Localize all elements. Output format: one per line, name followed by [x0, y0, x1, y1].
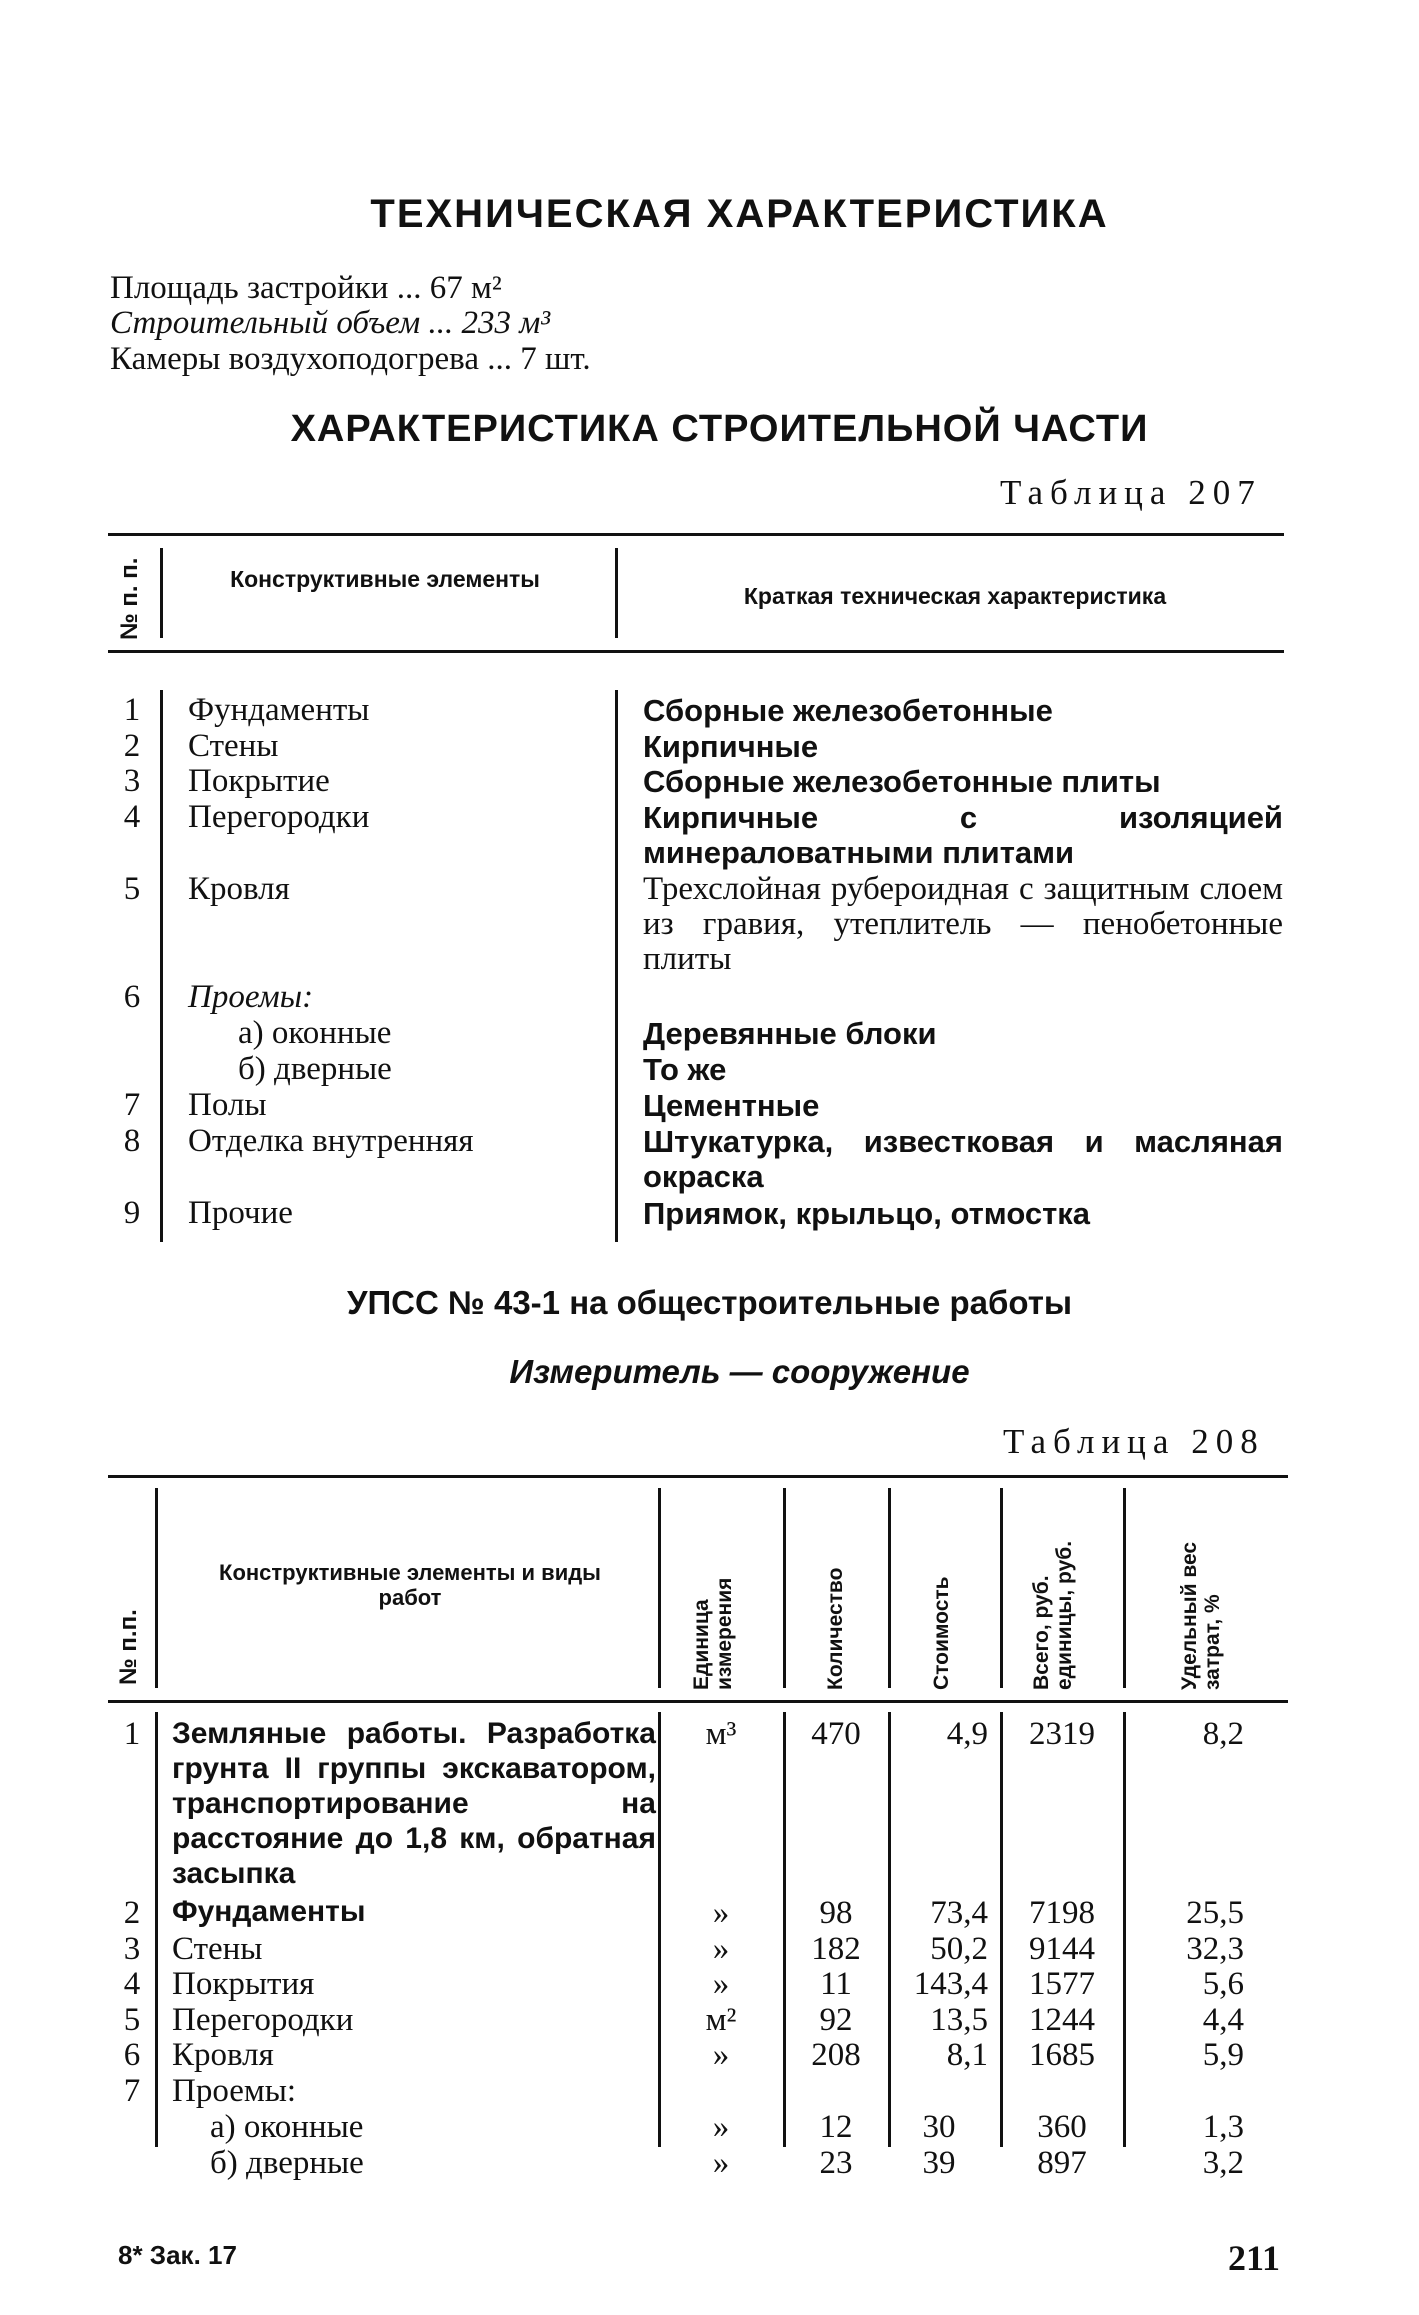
table208-header-total-line: Всего, руб.: [1030, 1575, 1053, 1690]
table208-row-unit: м³: [705, 1716, 737, 1752]
table207-row-desc: Штукатурка, известковая и масляная окраска: [643, 1124, 1283, 1194]
table208-row-cost: 30: [922, 2109, 956, 2145]
table208-row-name: Проемы:: [172, 2073, 297, 2109]
table208-row-name: Земляные работы. Разработка грунта II группы экскаватором, транспортирование на расстояние до 1,8 км, обратная засыпка: [172, 1717, 656, 1890]
tech-title: ТЕХНИЧЕСКАЯ ХАРАКТЕРИСТИКА: [370, 192, 1109, 236]
table208-row-qty: 208: [811, 2037, 861, 2073]
table208-header-elements: Конструктивные элементы и виды работ: [219, 1560, 601, 1610]
table208-row-share: 5,9: [1202, 2037, 1244, 2073]
table207-row-element: Кровля: [188, 871, 290, 907]
table208-row-unit: »: [712, 2037, 730, 2073]
table207-header-rule: [108, 650, 1284, 653]
table208-row-unit: »: [712, 1931, 730, 1967]
table208-header-share-line: Удельный вес: [1178, 1541, 1201, 1690]
table208-row-no: 7: [123, 2073, 141, 2109]
page-number: 211: [1228, 2238, 1281, 2278]
table208-row-total: 1577: [1029, 1966, 1095, 2002]
spec-area: Площадь застройки ... 67 м²: [110, 270, 502, 306]
table208-col-divider: [155, 1488, 158, 1688]
table208-row-total: 7198: [1029, 1895, 1095, 1931]
table207-row-no: 1: [123, 692, 141, 728]
table208-row-cost: 73,4: [930, 1895, 988, 1931]
table208-row-no: 4: [123, 1966, 141, 2002]
table208-row-no: 1: [123, 1716, 141, 1752]
table207-col-divider: [615, 548, 618, 638]
table208-row-share: 8,2: [1202, 1716, 1244, 1752]
table207-col-divider: [160, 690, 163, 1242]
table208-row-cost: 50,2: [930, 1931, 988, 1967]
table207-row-element: Отделка внутренняя: [188, 1123, 474, 1159]
table207-row-element: Проемы:: [188, 979, 314, 1015]
table207-col-divider: [160, 548, 163, 638]
table208-row-unit: »: [712, 1966, 730, 2002]
table208-col-divider: [1000, 1488, 1003, 1688]
table207-row-desc: То же: [643, 1052, 727, 1087]
table208-header-unit-line: Единица: [690, 1599, 713, 1690]
table208-row-share: 4,4: [1202, 2002, 1244, 2038]
table208-col-divider: [658, 1488, 661, 1688]
table207-row-element: Полы: [188, 1087, 267, 1123]
table208-row-share: 32,3: [1186, 1931, 1244, 1967]
table207-row-element: Фундаменты: [188, 692, 370, 728]
table208-row-name: а) оконные: [210, 2109, 364, 2145]
meter-label: Измеритель — сооружение: [509, 1353, 970, 1390]
table207-row-element: Прочие: [188, 1195, 293, 1231]
table208-row-no: 2: [123, 1895, 141, 1931]
table207-row-no: 7: [123, 1087, 141, 1123]
table208-label: Таблица 208: [1003, 1422, 1265, 1461]
section-title: ХАРАКТЕРИСТИКА СТРОИТЕЛЬНОЙ ЧАСТИ: [290, 408, 1149, 450]
table208-row-name: Кровля: [172, 2037, 274, 2073]
table208-header-total: [1030, 1541, 1076, 1690]
table207-row-no: 6: [123, 979, 141, 1015]
table207-row-element: Перегородки: [188, 799, 370, 835]
table208-row-no: 6: [123, 2037, 141, 2073]
table208-row-qty: 98: [819, 1895, 853, 1931]
table207-row-no: 4: [123, 799, 141, 835]
table208-row-total: 897: [1037, 2145, 1087, 2181]
table207-row-no: 5: [123, 871, 141, 907]
table208-row-unit: м²: [705, 2002, 737, 2038]
table207-row-element: Покрытие: [188, 763, 330, 799]
table208-row-qty: 182: [811, 1931, 861, 1967]
table207-row-desc: Приямок, крыльцо, отмостка: [643, 1196, 1091, 1231]
table208-row-qty: 23: [819, 2145, 853, 2181]
table208-row-no: 3: [123, 1931, 141, 1967]
table208-col-divider: [155, 1712, 158, 2147]
table208-header-no: № п.п.: [115, 1609, 142, 1685]
table207-row-no: 3: [123, 763, 141, 799]
table208-header-share-line: затрат, %: [1201, 1594, 1224, 1690]
table208-row-cost: 39: [922, 2145, 956, 2181]
table208-header-share: [1178, 1542, 1224, 1690]
table208-row-share: 5,6: [1202, 1966, 1244, 2002]
table207-top-rule: [108, 533, 1284, 536]
table208-col-divider: [1123, 1488, 1126, 1688]
table207-header-description: Краткая техническая характеристика: [743, 583, 1167, 609]
table208-row-total: 9144: [1029, 1931, 1095, 1967]
table207-row-desc: Сборные железобетонные: [643, 693, 1053, 728]
table207-row-element: Стены: [188, 728, 279, 764]
table208-header-unit: [690, 1578, 736, 1690]
table208-row-qty: 470: [811, 1716, 861, 1752]
table208-header-qty: Количество: [824, 1567, 847, 1690]
table207-row-no: 2: [123, 728, 141, 764]
table208-row-cost: 8,1: [946, 2037, 988, 2073]
table208-row-qty: 12: [819, 2109, 853, 2145]
table208-row-name: Стены: [172, 1931, 263, 1967]
upss-title: УПСС № 43-1 на общестроительные работы: [346, 1284, 1073, 1321]
table207-header-elements: Конструктивные элементы: [230, 566, 540, 592]
table207-row-desc: Кирпичные с изоляцией минераловатными плитами: [643, 800, 1283, 870]
spec-volume: Строительный объем ... 233 м³: [110, 305, 551, 341]
table207-row-desc: Трехслойная рубероидная с защитным слоем из гравия, утеплитель — пенобетонные плиты: [643, 871, 1283, 977]
table208-row-total: 1244: [1029, 2002, 1095, 2038]
table208-row-share: 3,2: [1202, 2145, 1244, 2181]
table208-row-unit: »: [712, 2109, 730, 2145]
table208-col-divider: [783, 1488, 786, 1688]
table208-row-name: Перегородки: [172, 2002, 354, 2038]
table207-row-desc: Цементные: [643, 1088, 820, 1123]
table207-row-desc: Кирпичные: [643, 729, 819, 764]
table208-row-qty: 11: [820, 1966, 852, 2002]
table208-row-name: б) дверные: [210, 2145, 364, 2181]
table207-row-no: 9: [123, 1195, 141, 1231]
table208-header-cost: Стоимость: [930, 1576, 953, 1690]
table208-row-cost: 143,4: [913, 1966, 988, 2002]
table207-row-element: а) оконные: [238, 1015, 392, 1051]
table208-header-unit-line: измерения: [713, 1577, 736, 1690]
table208-row-no: 5: [123, 2002, 141, 2038]
table208-row-qty: 92: [819, 2002, 853, 2038]
table208-row-total: 2319: [1029, 1716, 1095, 1752]
table207-row-element: б) дверные: [238, 1051, 392, 1087]
table208-row-total: 1685: [1029, 2037, 1095, 2073]
footer-order: 8* Зак. 17: [118, 2240, 237, 2270]
table207-row-desc: Деревянные блоки: [643, 1016, 937, 1051]
table207-row-desc: Сборные железобетонные плиты: [643, 764, 1161, 799]
table208-row-share: 25,5: [1186, 1895, 1244, 1931]
table208-row-cost: 13,5: [930, 2002, 988, 2038]
table208-header-total-line: единицы, руб.: [1053, 1540, 1076, 1690]
table208-row-name: Покрытия: [172, 1966, 315, 2002]
table208-row-name: Фундаменты: [172, 1895, 366, 1928]
table207-label: Таблица 207: [1000, 473, 1262, 512]
table208-col-divider: [888, 1488, 891, 1688]
table208-top-rule: [108, 1475, 1288, 1478]
table207-header-no: № п. п.: [116, 557, 143, 640]
table208-row-unit: »: [712, 2145, 730, 2181]
table208-row-total: 360: [1037, 2109, 1087, 2145]
table207-col-divider: [615, 690, 618, 1242]
table208-header-rule: [108, 1700, 1288, 1703]
table208-row-cost: 4,9: [946, 1716, 988, 1752]
table208-row-unit: »: [712, 1895, 730, 1931]
table207-row-no: 8: [123, 1123, 141, 1159]
table208-row-share: 1,3: [1202, 2109, 1244, 2145]
spec-chambers: Камеры воздухоподогрева ... 7 шт.: [110, 341, 591, 377]
